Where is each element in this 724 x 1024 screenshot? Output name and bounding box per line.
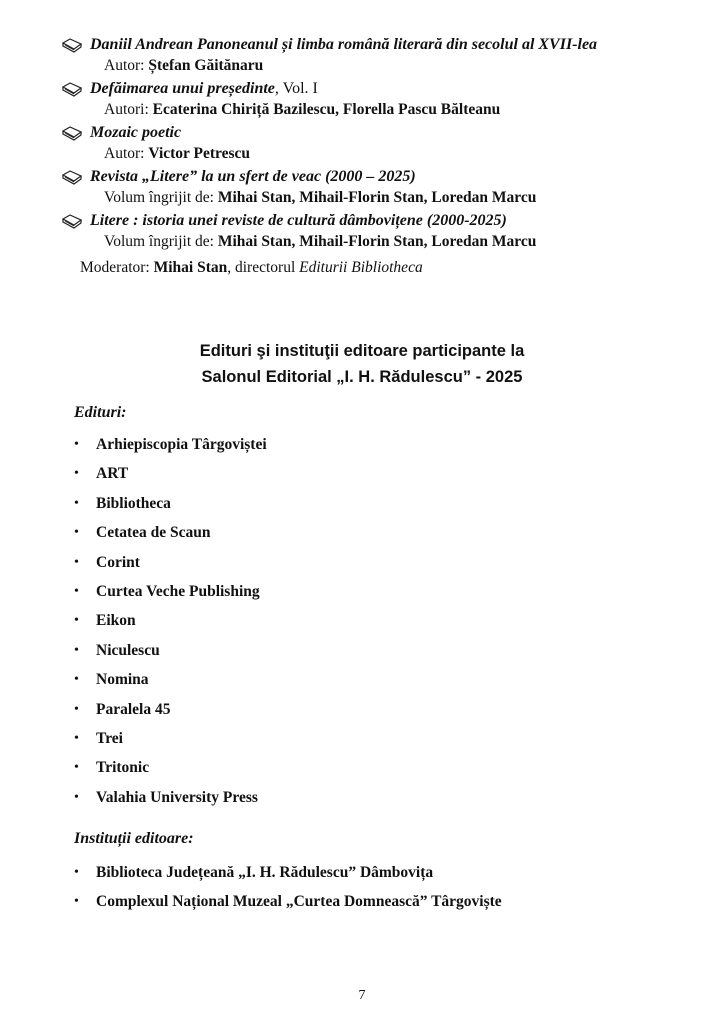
book-credit: Autori: Ecaterina Chiriță Bazilescu, Florella Pascu Bălteanu [104,101,501,118]
list-item: • Valahia University Press [74,788,267,817]
book-credit: Volum îngrijit de: Mihai Stan, Mihail-Florin Stan, Loredan Marcu [104,233,537,250]
book-entry [62,166,682,208]
list-item: • Arhiepiscopia Târgoviștei [74,435,267,464]
list-item: • Trei [74,729,267,758]
list-item: • Niculescu [74,641,267,670]
list-item: • Eikon [74,611,267,640]
list-item: • Nomina [74,670,267,699]
book-credit: Autor: Ștefan Găitănaru [104,57,264,74]
list-item: • Paralela 45 [74,700,267,729]
book-entry [62,78,682,120]
book-title: Litere : istoria unei reviste de cultură dâmbovițene (2000-2025) [90,212,507,229]
heading-line-2: Salonul Editorial „I. H. Rădulescu” - 2025 [201,368,523,386]
moderator-line: Moderator: Mihai Stan, directorul Editurii Bibliotheca [80,259,423,276]
book-title: Daniil Andrean Panoneanul și limba română literară din secolul al XVII-lea [90,36,598,53]
book-title: Defăimarea unui președinte, Vol. I [90,80,318,97]
list-item: • Curtea Veche Publishing [74,582,267,611]
list-item: • Tritonic [74,758,267,787]
list-item: • Complexul Național Muzeal „Curtea Domnească” Târgoviște [74,892,502,921]
section-heading [0,338,724,390]
book-list [62,34,682,254]
list-item: • ART [74,464,267,493]
book-entry [62,122,682,164]
book-credit: Autor: Victor Petrescu [104,145,251,162]
list-item: • Bibliotheca [74,494,267,523]
book-entry [62,34,682,76]
publishers-list [74,435,267,817]
book-bullet-icon [62,169,82,185]
book-bullet-icon [62,37,82,53]
publishers-label: Edituri: [74,404,127,421]
page-number: 7 [358,988,366,1003]
book-bullet-icon [62,81,82,97]
book-bullet-icon [62,213,82,229]
book-bullet-icon [62,125,82,141]
list-item: • Cetatea de Scaun [74,523,267,552]
book-credit: Volum îngrijit de: Mihai Stan, Mihail-Florin Stan, Loredan Marcu [104,189,537,206]
book-title: Revista „Litere” la un sfert de veac (2000 – 2025) [90,168,416,185]
list-item: • Corint [74,553,267,582]
book-title: Mozaic poetic [90,124,182,141]
book-entry [62,210,682,252]
list-item: • Biblioteca Județeană „I. H. Rădulescu” Dâmbovița [74,863,502,892]
institutions-list [74,863,502,922]
institutions-label: Instituții editoare: [74,830,194,847]
heading-line-1: Edituri şi instituţii editoare participante la [199,342,525,360]
